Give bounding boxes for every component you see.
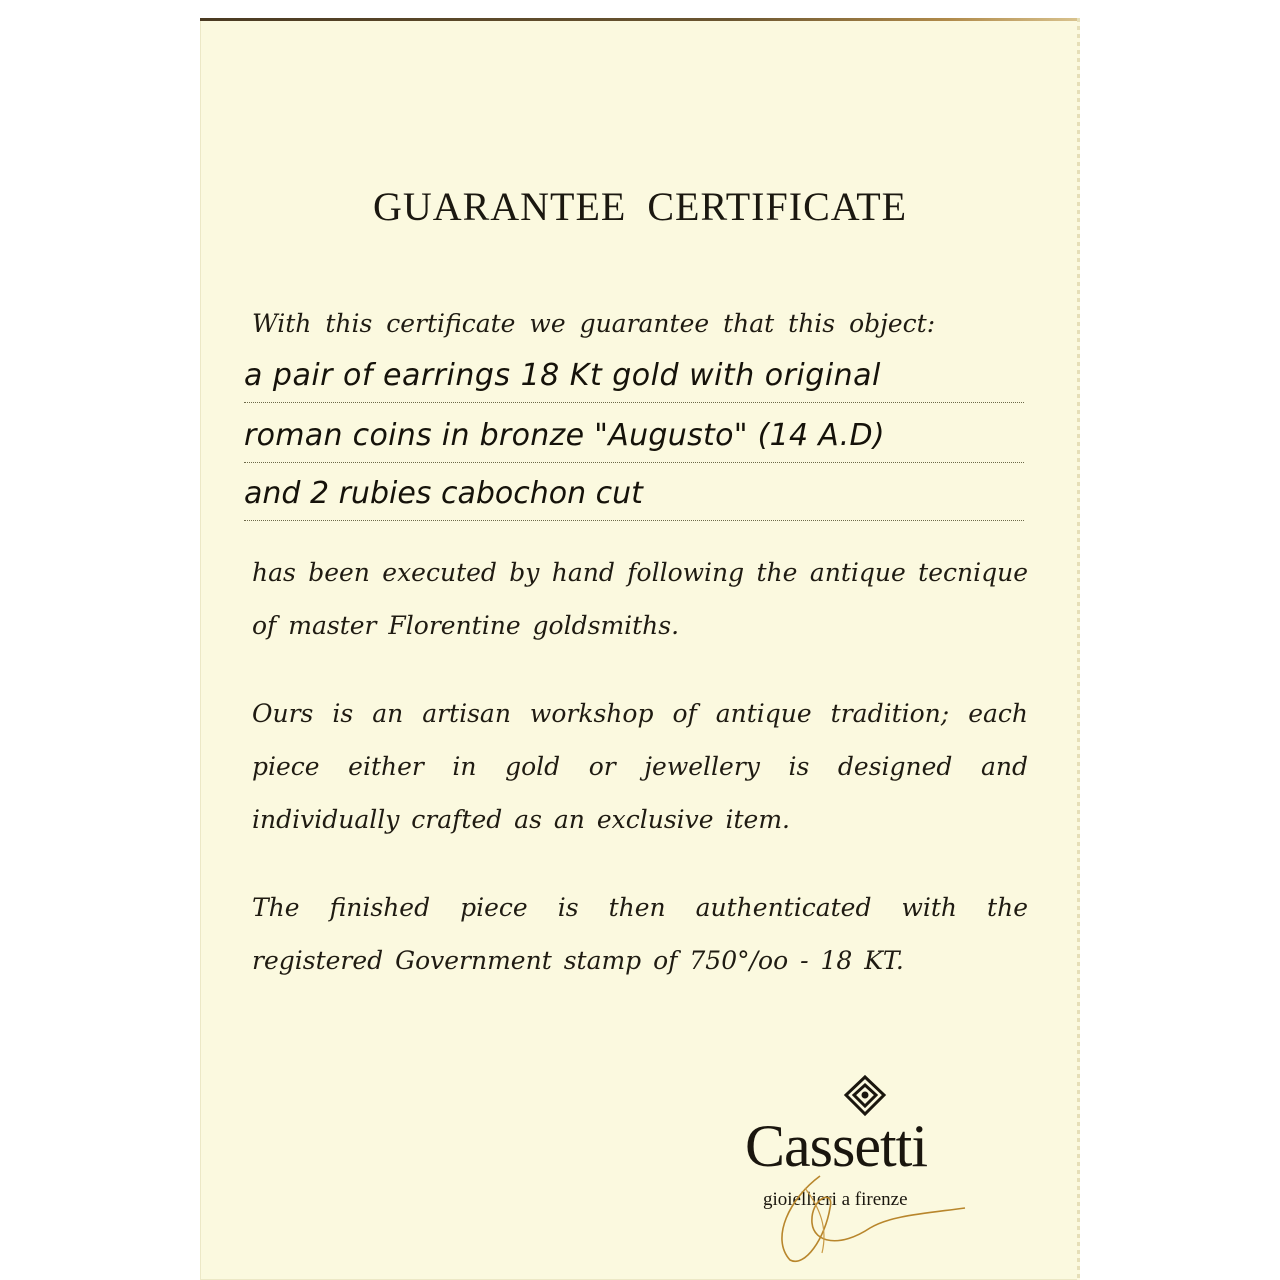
authentication-paragraph: The finished piece is then authenticated with the registered Government stamp of 750°/oo - 18 KT. bbox=[252, 893, 1028, 975]
certificate-card bbox=[200, 18, 1080, 1280]
handwritten-description-line-1: a pair of earrings 18 Kt gold with original bbox=[244, 350, 1024, 403]
handwritten-description-line-3: and 2 rubies cabochon cut bbox=[244, 468, 1024, 521]
certificate-title: GUARANTEE CERTIFICATE bbox=[372, 184, 908, 229]
handwritten-signature bbox=[750, 1168, 990, 1268]
brand-tagline: gioiellieri a firenze bbox=[763, 1189, 908, 1210]
executed-paragraph: has been executed by hand following the antique tecnique of master Florentine goldsmiths. bbox=[252, 558, 1028, 640]
handwritten-description-line-2: roman coins in bronze "Augusto" (14 A.D) bbox=[244, 410, 1024, 463]
brand-name: Cassetti bbox=[745, 1113, 927, 1179]
workshop-paragraph: Ours is an artisan workshop of antique tradition; each piece either in gold or jewellery is designed and individually crafted as an exclusive item. bbox=[252, 699, 1028, 834]
card-top-edge bbox=[200, 18, 1080, 21]
intro-text: With this certificate we guarantee that this object: bbox=[252, 309, 936, 338]
